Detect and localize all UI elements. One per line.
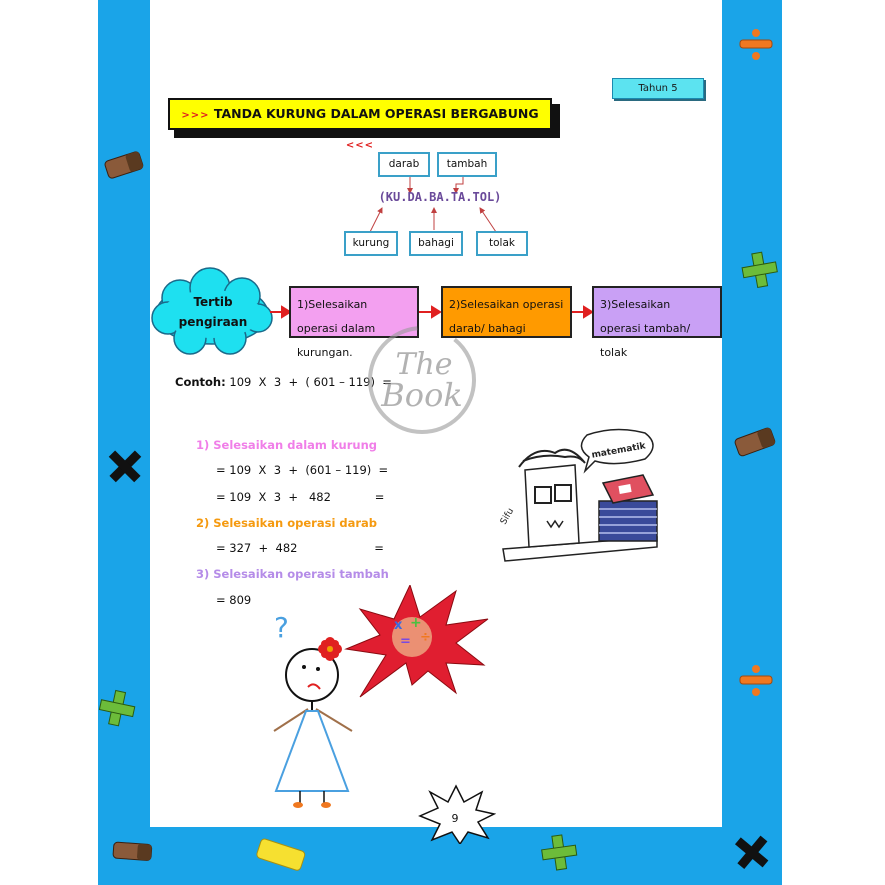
svg-text:?: ? <box>274 611 289 644</box>
svg-text:Sifu: Sifu <box>498 506 517 527</box>
svg-text:x: x <box>394 618 403 633</box>
watermark-logo <box>364 322 480 442</box>
confused-girl-illustration <box>260 585 490 815</box>
title-arrows-left: >>> <box>181 110 210 121</box>
title-text: TANDA KURUNG DALAM OPERASI BERGABUNG <box>213 106 539 121</box>
mnemonic-box-kurung: kurung <box>344 231 398 256</box>
mnemonic-acronym: (KU.DA.BA.TA.TOL) <box>378 190 502 204</box>
svg-text:÷: ÷ <box>420 630 431 645</box>
solution-line-2: = 109 X 3 + 482 = <box>216 490 385 504</box>
step-box-2: 2)Selesaikan operasi darab/ bahagi <box>441 286 572 338</box>
solution-line-1: = 109 X 3 + (601 – 119) = <box>216 463 389 477</box>
example-expression: 109 X 3 + ( 601 – 119) = <box>229 375 392 389</box>
svg-text:=: = <box>400 634 411 649</box>
solution-step-label-1: 1) Selesaikan dalam kurung <box>196 438 378 452</box>
solution-line-3: = 327 + 482 = <box>216 541 384 555</box>
step-box-3: 3)Selesaikan operasi tambah/ tolak <box>592 286 722 338</box>
solution-step-label-3: 3) Selesaikan operasi tambah <box>196 567 389 581</box>
title-arrows-right: <<< <box>345 140 375 151</box>
page-number: 9 <box>451 812 459 825</box>
svg-text:Book: Book <box>381 376 463 414</box>
example-line <box>175 375 392 389</box>
year-badge: Tahun 5 <box>612 78 704 99</box>
mnemonic-box-bahagi: bahagi <box>409 231 463 256</box>
example-label: Contoh: <box>175 375 226 389</box>
step-box-1: 1)Selesaikan operasi dalam kurungan. <box>289 286 419 338</box>
solution-line-4: = 809 <box>216 593 252 607</box>
cloud-label: Tertib pengiraan <box>178 295 248 329</box>
mnemonic-box-tolak: tolak <box>476 231 528 256</box>
mnemonic-box-tambah: tambah <box>437 152 497 177</box>
mnemonic-box-darab: darab <box>378 152 430 177</box>
speech-bubble-text: matematik <box>590 441 647 461</box>
svg-text:The: The <box>395 347 453 382</box>
solution-step-label-2: 2) Selesaikan operasi darab <box>196 516 378 530</box>
book-character-illustration <box>495 425 665 570</box>
svg-text:+: + <box>410 615 422 631</box>
